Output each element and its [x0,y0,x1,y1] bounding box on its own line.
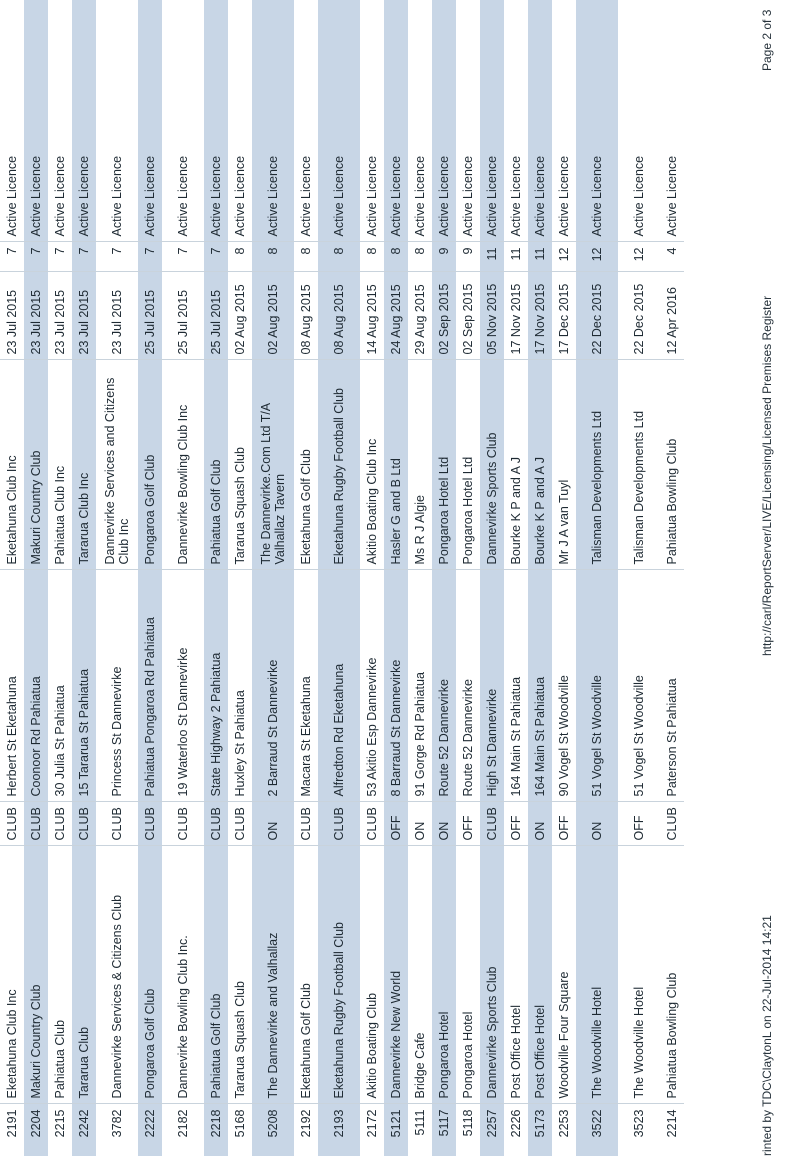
address-cell: Route 52 Dannevirke [432,570,456,802]
status-cell: Active Licence [252,0,294,242]
licensee-cell: Makuri Country Club [24,360,48,570]
licence-number-cell: 5111 [408,1104,432,1156]
expiry-date-cell: 22 Dec 2015 [576,272,618,360]
address-cell: 91 Gorge Rd Pahiatua [408,570,432,802]
month-cell: 12 [552,242,576,272]
licensee-cell: Talisman Developments Ltd [576,360,618,570]
status-cell: Active Licence [318,0,360,242]
address-cell: 53 Akitio Esp Dannevirke [360,570,384,802]
licence-number-cell: 5173 [528,1104,552,1156]
premises-name-cell: Post Office Hotel [504,846,528,1104]
month-cell: 11 [504,242,528,272]
status-cell: Active Licence [24,0,48,242]
month-cell: 8 [384,242,408,272]
expiry-date-cell: 23 Jul 2015 [0,272,24,360]
table-row [618,0,660,1156]
licence-number-cell: 3782 [96,1104,138,1156]
licence-number-cell: 2222 [138,1104,162,1156]
table-row [480,0,504,1156]
expiry-date-cell: 05 Nov 2015 [480,272,504,360]
premises-name-cell: Akitio Boating Club [360,846,384,1104]
address-cell: 19 Waterloo St Dannevirke [162,570,204,802]
table-row [96,0,138,1156]
expiry-date-cell: 23 Jul 2015 [96,272,138,360]
licence-number-cell: 2214 [660,1104,684,1156]
premises-name-cell: Pongaroa Hotel [432,846,456,1104]
table-row [228,0,252,1156]
premises-name-cell: Tararua Club [72,846,96,1104]
address-cell: Herbert St Eketahuna [0,570,24,802]
footer-page-number: Page 2 of 3 [760,9,774,71]
premises-name-cell: Dannevirke Services & Citizens Club [96,846,138,1104]
address-cell: Princess St Dannevirke [96,570,138,802]
month-cell: 7 [24,242,48,272]
address-cell: High St Dannevirke [480,570,504,802]
status-cell: Active Licence [138,0,162,242]
licensee-cell: Ms R J Algie [408,360,432,570]
licence-number-cell: 2172 [360,1104,384,1156]
status-cell: Active Licence [413,155,427,237]
licence-number-cell: 5121 [384,1104,408,1156]
licensee-cell: Eketahuna Rugby Football Club [318,360,360,570]
licensee-cell: Talisman Developments Ltd [618,360,660,570]
licensee-cell: Pahiatua Golf Club [204,360,228,570]
premises-name-cell: Eketahuna Club Inc [0,846,24,1104]
licence-number-cell: 5117 [432,1104,456,1156]
month-cell: 7 [48,242,72,272]
licensee-cell: Eketahuna Club Inc [0,360,24,570]
month-cell: 12 [576,242,618,272]
expiry-date-cell: 25 Jul 2015 [162,272,204,360]
licence-type-cell: CLUB [0,802,24,846]
month-cell: 7 [96,242,138,272]
status-cell: Active Licence [299,155,313,237]
table-row [48,0,72,1156]
address-cell: State Highway 2 Pahiatua [204,570,228,802]
status-cell: Active Licence [480,0,504,242]
licence-number-cell: 2191 [0,1104,24,1156]
table-row [504,0,528,1156]
expiry-date-cell: 02 Sep 2015 [456,272,480,360]
expiry-date-cell: 08 Aug 2015 [318,272,360,360]
licence-type-cell: CLUB [72,802,96,846]
licence-type-cell: CLUB [294,802,318,846]
licence-number-cell: 2193 [318,1104,360,1156]
table-row [318,0,360,1156]
address-cell: 164 Main St Pahiatua [504,570,528,802]
licence-number-cell: 2242 [72,1104,96,1156]
licence-type-cell: CLUB [96,802,138,846]
status-cell: Active Licence [233,155,247,237]
status-cell: Active Licence [5,155,19,237]
licence-number-cell: 2204 [24,1104,48,1156]
licence-type-cell: OFF [504,802,528,846]
address-cell: Pahiatua Pongaroa Rd Pahiatua [138,570,162,802]
premises-name-cell: Dannevirke New World [384,846,408,1104]
expiry-date-cell: 23 Jul 2015 [48,272,72,360]
licence-type-cell: CLUB [48,802,72,846]
table-row [72,0,96,1156]
table-row [576,0,618,1156]
table-row [0,0,24,1156]
premises-name-cell: Pongaroa Golf Club [138,846,162,1104]
status-cell: Active Licence [72,0,96,242]
premises-name-cell: Pahiatua Club [48,846,72,1104]
status-cell: Active Licence [204,0,228,242]
licence-number-cell: 3523 [618,1104,660,1156]
month-cell: 7 [138,242,162,272]
premises-name-cell: Pahiatua Golf Club [204,846,228,1104]
licensee-cell: Tararua Squash Club [228,360,252,570]
month-cell: 8 [408,242,432,272]
licensee-cell: The Dannevirke.Com Ltd T/A Valhallaz Tavern [252,360,294,570]
status-cell: Active Licence [53,155,67,237]
month-cell: 9 [432,242,456,272]
expiry-date-cell: 02 Sep 2015 [432,272,456,360]
status-cell: Active Licence [509,155,523,237]
licensee-cell: Dannevirke Sports Club [480,360,504,570]
licence-type-cell: CLUB [360,802,384,846]
month-cell: 8 [228,242,252,272]
address-cell: Alfredton Rd Eketahuna [318,570,360,802]
status-cell: Active Licence [384,0,408,242]
expiry-date-cell: 02 Aug 2015 [252,272,294,360]
licence-number-cell: 2218 [204,1104,228,1156]
premises-name-cell: Pahiatua Bowling Club [660,846,684,1104]
table-row [456,0,480,1156]
month-cell: 8 [252,242,294,272]
licence-number-cell: 5168 [228,1104,252,1156]
month-cell: 11 [528,242,552,272]
licence-type-cell: ON [528,802,552,846]
address-cell: 51 Vogel St Woodville [618,570,660,802]
premises-name-cell: Tararua Squash Club [228,846,252,1104]
licensee-cell: Pahiatua Bowling Club [660,360,684,570]
licence-type-cell: ON [252,802,294,846]
month-cell: 11 [480,242,504,272]
licensee-cell: Pahiatua Club Inc [48,360,72,570]
premises-name-cell: The Dannevirke and Valhallaz [252,846,294,1104]
status-cell: Active Licence [576,0,618,242]
licence-type-cell: ON [432,802,456,846]
expiry-date-cell: 17 Nov 2015 [504,272,528,360]
licence-type-cell: OFF [552,802,576,846]
licensee-cell: Hasler G and B Ltd [384,360,408,570]
address-cell: 90 Vogel St Woodville [552,570,576,802]
licence-type-cell: CLUB [660,802,684,846]
premises-name-cell: The Woodville Hotel [576,846,618,1104]
expiry-date-cell: 23 Jul 2015 [24,272,48,360]
expiry-date-cell: 17 Nov 2015 [528,272,552,360]
month-cell: 7 [204,242,228,272]
licensee-cell: Akitio Boating Club Inc [360,360,384,570]
status-cell: Active Licence [461,155,475,237]
expiry-date-cell: 24 Aug 2015 [384,272,408,360]
address-cell: 8 Barraud St Dannevirke [384,570,408,802]
address-cell: 164 Main St Pahiatua [528,570,552,802]
table-row [432,0,456,1156]
licence-type-cell: CLUB [204,802,228,846]
expiry-date-cell: 17 Dec 2015 [552,272,576,360]
licence-type-cell: ON [576,802,618,846]
licence-type-cell: OFF [618,802,660,846]
month-cell: 12 [618,242,660,272]
table-row [552,0,576,1156]
month-cell: 7 [162,242,204,272]
licence-number-cell: 2182 [162,1104,204,1156]
table-row [162,0,204,1156]
table-row [660,0,684,1156]
licence-type-cell: CLUB [162,802,204,846]
status-cell: Active Licence [176,155,190,237]
table-row [204,0,228,1156]
status-cell: Active Licence [528,0,552,242]
licence-number-cell: 2192 [294,1104,318,1156]
expiry-date-cell: 08 Aug 2015 [294,272,318,360]
address-cell: Paterson St Pahiatua [660,570,684,802]
table-row [408,0,432,1156]
month-cell: 8 [294,242,318,272]
address-cell: 15 Tararua St Pahiatua [72,570,96,802]
month-cell: 7 [72,242,96,272]
licensee-cell: Pongaroa Hotel Ltd [456,360,480,570]
licensee-cell: Pongaroa Hotel Ltd [432,360,456,570]
licence-type-cell: ON [408,802,432,846]
status-cell: Active Licence [557,155,571,237]
month-cell: 4 [660,242,684,272]
expiry-date-cell: 14 Aug 2015 [360,272,384,360]
licensee-cell: Pongaroa Golf Club [138,360,162,570]
premises-name-cell: Eketahuna Golf Club [294,846,318,1104]
licensee-cell: Dannevirke Services and Citizens Club Inc [96,360,138,570]
licensee-cell: Eketahuna Golf Club [294,360,318,570]
month-cell: 7 [0,242,24,272]
premises-name-cell: Eketahuna Rugby Football Club [318,846,360,1104]
premises-name-cell: Pongaroa Hotel [456,846,480,1104]
table-row [252,0,294,1156]
licence-type-cell: CLUB [228,802,252,846]
premises-name-cell: Dannevirke Bowling Club Inc. [162,846,204,1104]
licence-number-cell: 5118 [456,1104,480,1156]
premises-name-cell: Woodville Four Square [552,846,576,1104]
status-cell: Active Licence [665,155,679,237]
address-cell: Coonoor Rd Pahiatua [24,570,48,802]
licence-type-cell: CLUB [24,802,48,846]
status-cell: Active Licence [110,155,124,237]
table-row [528,0,552,1156]
expiry-date-cell: 25 Jul 2015 [204,272,228,360]
status-cell: Active Licence [632,155,646,237]
licence-number-cell: 2257 [480,1104,504,1156]
month-cell: 9 [456,242,480,272]
expiry-date-cell: 23 Jul 2015 [72,272,96,360]
premises-name-cell: The Woodville Hotel [618,846,660,1104]
expiry-date-cell: 25 Jul 2015 [138,272,162,360]
licensee-cell: Bourke K P and A J [528,360,552,570]
licence-type-cell: CLUB [480,802,504,846]
footer-report-url: http://carl/ReportServer/LIVE/Licensing/Licensed Premises Register [760,295,774,656]
expiry-date-cell: 02 Aug 2015 [228,272,252,360]
address-cell: 2 Barraud St Dannevirke [252,570,294,802]
licence-number-cell: 2253 [552,1104,576,1156]
table-row [294,0,318,1156]
address-cell: 51 Vogel St Woodville [576,570,618,802]
licence-type-cell: CLUB [138,802,162,846]
expiry-date-cell: 29 Aug 2015 [408,272,432,360]
licence-number-cell: 2226 [504,1104,528,1156]
premises-name-cell: Bridge Cafe [408,846,432,1104]
licensee-cell: Tararua Club Inc [72,360,96,570]
licensee-cell: Dannevirke Bowling Club Inc [162,360,204,570]
premises-name-cell: Dannevirke Sports Club [480,846,504,1104]
month-cell: 8 [318,242,360,272]
status-cell: Active Licence [365,155,379,237]
address-cell: 30 Julia St Pahiatua [48,570,72,802]
expiry-date-cell: 12 Apr 2016 [660,272,684,360]
status-cell: Active Licence [432,0,456,242]
address-cell: Huxley St Pahiatua [228,570,252,802]
licence-number-cell: 5208 [252,1104,294,1156]
address-cell: Route 52 Dannevirke [456,570,480,802]
address-cell: Macara St Eketahuna [294,570,318,802]
expiry-date-cell: 22 Dec 2015 [618,272,660,360]
premises-name-cell: Makuri Country Club [24,846,48,1104]
licence-type-cell: OFF [456,802,480,846]
month-cell: 8 [360,242,384,272]
licence-number-cell: 2215 [48,1104,72,1156]
licence-number-cell: 3522 [576,1104,618,1156]
table-row [138,0,162,1156]
licence-type-cell: OFF [384,802,408,846]
premises-name-cell: Post Office Hotel [528,846,552,1104]
footer-printed-by: rinted by TDC\ClaytonL on 22-Jul-2014 14:21 [760,915,774,1156]
table-row [24,0,48,1156]
table-row [384,0,408,1156]
table-row [360,0,384,1156]
licence-type-cell: CLUB [318,802,360,846]
licensee-cell: Mr J A van Tuyl [552,360,576,570]
licensee-cell: Bourke K P and A J [504,360,528,570]
